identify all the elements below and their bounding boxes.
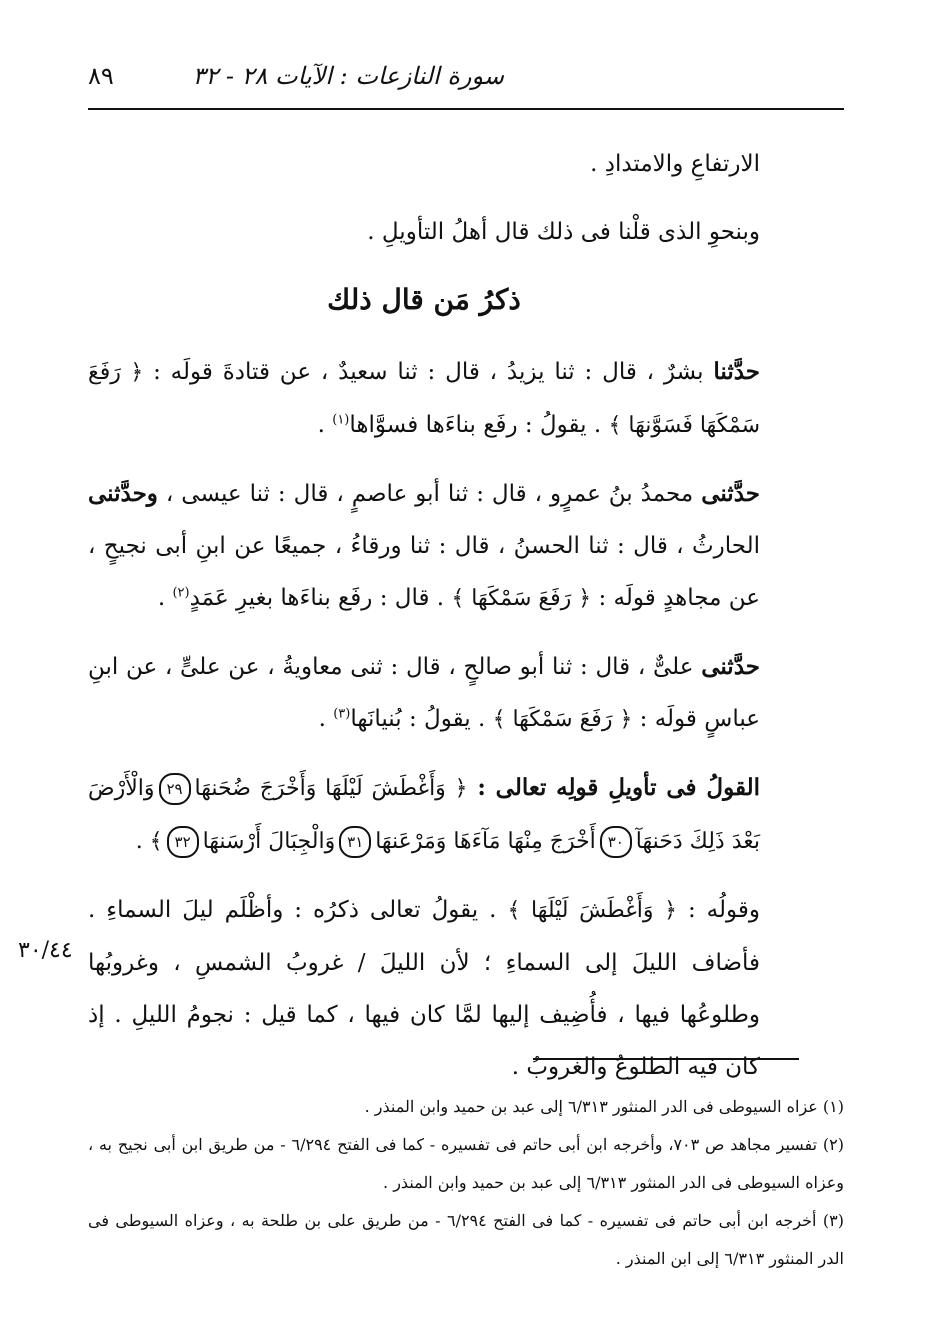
paragraph-3-lead: حدَّثنا: [713, 358, 761, 385]
footnote-2: (٢) تفسير مجاهد ص ٧٠٣، وأخرجه ابن أبى حاتم فى تفسيره - كما فى الفتح ٦/٢٩٤ - من طريق ابن أبى نجيح به ، وعزاه السيوطى فى الدر المنثور ٦/٣١٣ إلى عبد بن حميد وابن المنذر .: [88, 1135, 845, 1192]
paragraph-3-text-2: . يقولُ : رفَع بناءَها فسوَّاها: [349, 412, 609, 438]
paragraph-4-lead: حدَّثنى: [701, 480, 760, 507]
paragraph-5: [88, 641, 760, 746]
paragraph-3: [88, 346, 760, 452]
paragraph-3-end: .: [317, 412, 333, 438]
footnote-3: (٣) أخرجه ابن أبى حاتم فى تفسيره - كما فى الفتح ٦/٢٩٤ - من طريق على بن طلحة به ، وعزاه السيوطى فى الدر المنثور ٦/٣١٣ إلى ابن المنذر .: [88, 1211, 845, 1268]
paragraph-7-quran: ﴿ وَأَغْطَشَ لَيْلَهَا ﴾: [507, 898, 677, 923]
verse-31-text: أَخْرَجَ مِنْهَا مَآءَهَا وَمَرْعَنهَا: [375, 829, 596, 854]
section-heading: ذكرُ مَن قال ذلك: [327, 283, 521, 316]
verse-number-32: ٣٢: [167, 826, 199, 858]
main-text: [88, 138, 760, 1109]
verse-29-text: ﴿ وَأَغْطَشَ لَيْلَهَا وَأَخْرَجَ ضُحَنهَا: [194, 776, 468, 801]
paragraph-7-text-2: . يقولُ تعالى ذكرُه : وأظْلَم ليلَ السماءِ . فأضاف الليلَ إلى السماءِ ؛ لأن الليلَ / غروبُ الشمسِ ، وغروبُها وطلوعُها فيها ، فأُضِيف إليها لمَّا كان فيها ، كما قيل : نجومُ الليلِ . إذ كان فيه الطلوعُ والغروبُ .: [88, 897, 760, 1080]
paragraph-4: [88, 468, 760, 625]
paragraph-4-text-2: الحارثُ ، قال : ثنا الحسنُ ، قال : ثنا ورقاءُ ، جميعًا عن ابنِ أبى نجيحٍ ، عن مجاهدٍ قولَه :: [88, 533, 760, 611]
paragraph-4-end: .: [157, 585, 173, 611]
verse-32-text: وَالْجِبَالَ أَرْسَنهَا: [202, 829, 336, 854]
paragraph-6-lead: القولُ فى تأويلِ قولِه تعالى :: [467, 774, 760, 801]
verse-number-30: ٣٠: [600, 826, 632, 858]
paragraph-7: [88, 884, 760, 1093]
paragraph-4-text-3: . قال : رفَع بناءَها بغيرِ عَمَدٍ: [189, 585, 452, 611]
paragraph-2: وبنحوِ الذى قلْنا فى ذلك قال أهلُ التأويلِ .: [367, 219, 760, 245]
paragraph-5-lead: حدَّثنى: [701, 653, 760, 680]
paragraph-6-end: ﴾ .: [135, 829, 163, 854]
paragraph-7-text: وقولُه :: [676, 897, 760, 923]
page-number: ٨٩: [88, 62, 114, 90]
paragraph-4-text: محمدُ بنُ عمرٍو ، قال : ثنا أبو عاصمٍ ، قال : ثنا عيسى ،: [157, 481, 702, 507]
paragraph-5-text: علىٌّ ، قال : ثنا أبو صالحٍ ، قال : ثنى معاويةُ ، عن علىٍّ ، عن ابنِ عباسٍ قولَه :: [88, 654, 760, 732]
footnote-ref-3: (٣): [333, 706, 351, 722]
paragraph-3-text: بشرٌ ، قال : ثنا يزيدُ ، قال : ثنا سعيدٌ ، عن قتادةَ قولَه :: [143, 359, 714, 385]
verse-number-29: ٢٩: [159, 773, 191, 805]
running-title: سورة النازعات : الآيات ٢٨ - ٣٢: [192, 62, 504, 90]
footnote-ref-2: (٢): [172, 585, 190, 601]
paragraph-3-quran: ﴿ رَفَعَ سَمْكَهَا فَسَوَّنهَا ﴾: [88, 360, 760, 438]
paragraph-5-end: .: [318, 706, 334, 732]
page-header: [88, 58, 844, 98]
paragraph-1: الارتفاعِ والامتدادِ .: [590, 151, 760, 177]
paragraph-5-quran: ﴿ رَفَعَ سَمْكَهَا ﴾: [492, 707, 633, 732]
verse-number-31: ٣١: [339, 826, 371, 858]
paragraph-4-quran: ﴿ رَفَعَ سَمْكَهَا ﴾: [451, 586, 592, 611]
paragraph-6: [88, 762, 760, 868]
footnote-ref-1: (١): [332, 412, 350, 428]
paragraph-5-text-2: . يقولُ : بُنيانَها: [350, 706, 493, 732]
paragraph-4-lead-2: وحدَّثنى: [88, 480, 158, 507]
footnote-1: (١) عزاه السيوطى فى الدر المنثور ٦/٣١٣ إلى عبد بن حميد وابن المنذر .: [364, 1097, 844, 1116]
footnote-separator: [533, 1058, 799, 1060]
footnotes: [88, 1088, 844, 1278]
verse-30-text: وَالْأَرْضَ بَعْدَ ذَلِكَ دَحَنهَآ: [88, 776, 760, 854]
margin-reference: ٣٠/٤٤: [18, 938, 73, 963]
header-rule: [88, 108, 844, 110]
